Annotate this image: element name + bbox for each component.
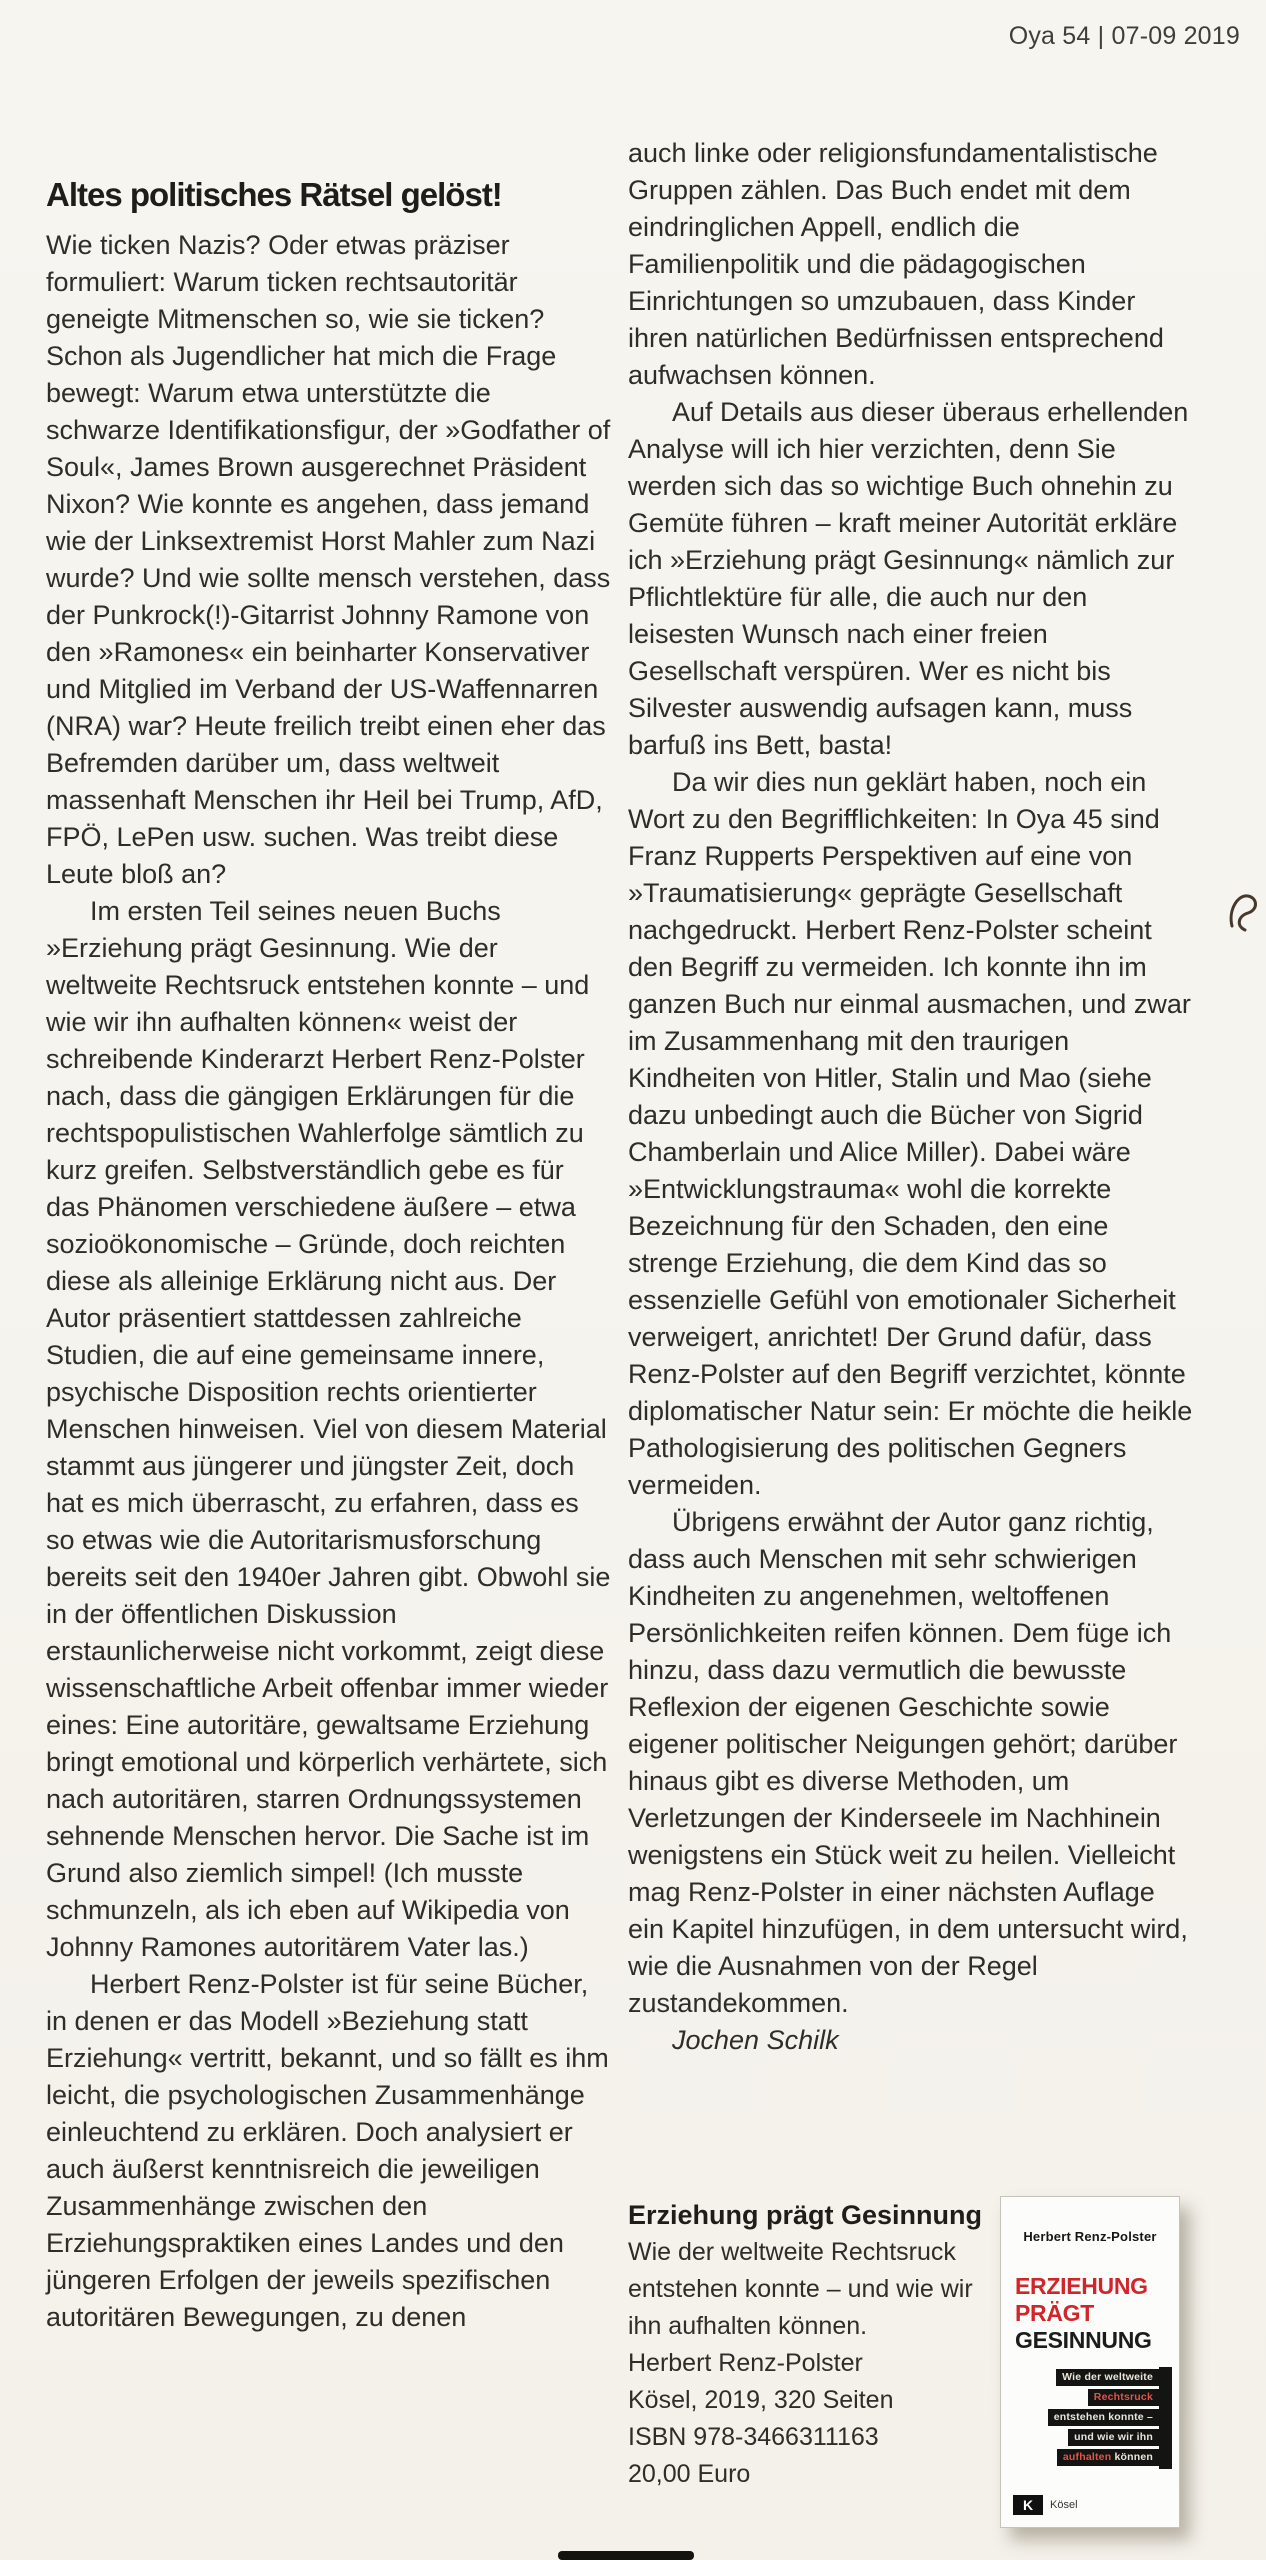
pen-scribble-mark xyxy=(1226,886,1264,934)
cover-strip-bar xyxy=(1159,2367,1172,2469)
article-title: Altes politisches Rätsel gelöst! xyxy=(46,176,502,213)
book-info-line: Herbert Renz-Polster xyxy=(628,2349,863,2377)
cover-strip-text: Wie der weltweite xyxy=(1062,2371,1153,2383)
book-info-line: Wie der weltweite Rechtsruck xyxy=(628,2238,956,2266)
article-paragraph: Wie ticken Nazis? Oder etwas präziser formuliert: Warum ticken rechtsautoritär geneigte Mitmenschen so, wie sie ticken? Schon als Jugendlicher hat mich die Frage bewegt: Warum etwa unterstützte die schwarze Identifikationsfigur, der »Godfather of Soul«, James Brown ausgerechnet Präsident Nixon? Wie konnte es angehen, dass jemand wie der Linksextremist Horst Mahler zum Nazi wurde? Und wie sollte mensch verstehen, dass der Punkrock(!)-Gitarrist Johnny Ramone von den »Ramones« ein beinharter Konservativer und Mitglied im Verband der US-Waffennarren (NRA) war? Heute freilich treibt einen eher das Befremden darüber um, dass weltweit massenhaft Menschen ihr Heil bei Trump, AfD, FPÖ, LePen usw. suchen. Was treibt diese Leute bloß an? xyxy=(46,230,611,889)
cover-strip xyxy=(1048,2409,1159,2426)
koesel-logo-icon: K xyxy=(1013,2495,1043,2515)
publisher-name: Kösel xyxy=(1050,2499,1078,2511)
cover-strip xyxy=(1068,2429,1159,2446)
article-paragraph: Im ersten Teil seines neuen Buchs »Erziehung prägt Gesinnung. Wie der weltweite Rechtsruck entstehen konnte – und wie wir ihn aufhalten können« weist der schreibende Kinderarzt Herbert Renz-Polster nach, dass die gängigen Erklärungen für die rechtspopulistischen Wahlerfolge sämtlich zu kurz greifen. Selbstverständlich gebe es für das Phänomen verschiedene äußere – etwa sozioökonomische – Gründe, doch reichten diese als alleinige Erklärung nicht aus. Der Autor präsentiert stattdessen zahlreiche Studien, die auf eine gemeinsame innere, psychische Disposition rechts orientierter Menschen hinweisen. Viel von diesem Material stammt aus jüngerer und jüngster Zeit, doch hat es mich überrascht, zu erfahren, dass es so etwas wie die Autoritarismusforschung bereits seit den 1940er Jahren gibt. Obwohl sie in der öffentlichen Diskussion erstaunlicherweise nicht vorkommt, zeigt diese wissenschaftliche Arbeit offenbar immer wieder eines: Eine autoritäre, gewaltsame Erziehung bringt emotional und körperlich verhärtete, sich nach autoritären, starren Ordnungssystemen sehnende Menschen hervor. Die Sache ist im Grund also ziemlich simpel! (Ich musste schmunzeln, als ich eben auf Wikipedia von Johnny Ramones autoritärem Vater las.) xyxy=(46,896,611,1962)
article-paragraph: Auf Details aus dieser überaus erhellenden Analyse will ich hier verzichten, denn Sie werden sich das so wichtige Buch ohnehin zu Gemüte führen – kraft meiner Autorität erkläre ich »Erziehung prägt Gesinnung« nämlich zur Pflichtlektüre für alle, die auch nur den leisesten Wunsch nach einer freien Gesellschaft verspüren. Wer es nicht bis Silvester auswendig aufsagen kann, muss barfuß ins Bett, basta! xyxy=(628,397,1189,760)
scan-edge-artifact xyxy=(558,2551,694,2560)
cover-title xyxy=(1015,2273,1171,2354)
cover-title-line: GESINNUNG xyxy=(1015,2327,1152,2353)
cover-strip-text: können xyxy=(1114,2451,1153,2463)
cover-title-line: PRÄGT xyxy=(1015,2300,1095,2326)
cover-author: Herbert Renz-Polster xyxy=(1023,2229,1157,2244)
book-info-line: ISBN 978-3466311163 xyxy=(628,2423,879,2451)
book-info-line: Kösel, 2019, 320 Seiten xyxy=(628,2386,894,2414)
book-info-line: ihn aufhalten können. xyxy=(628,2312,868,2340)
book-info-line: entstehen konnte – und wie wir xyxy=(628,2275,973,2303)
cover-strip-text: entstehen konnte – xyxy=(1053,2411,1153,2423)
cover-strip-text: Rechtsruck xyxy=(1093,2391,1153,2403)
book-details-block xyxy=(628,2196,1208,2528)
article-paragraph: auch linke oder religionsfundamentalistische Gruppen zählen. Das Buch endet mit dem eindringlichen Appell, endlich die Familienpolitik und die pädagogischen Einrichtungen so umzubauen, dass Kinder ihren natürlichen Bedürfnissen entsprechend aufwachsen können. xyxy=(628,138,1164,390)
cover-strip-text: aufhalten xyxy=(1062,2451,1115,2463)
article-left-column xyxy=(46,176,612,2336)
book-info-line: 20,00 Euro xyxy=(628,2460,751,2488)
cover-title-line: ERZIEHUNG xyxy=(1015,2273,1148,2299)
cover-strip xyxy=(1088,2389,1159,2406)
cover-strips xyxy=(1048,2369,1159,2466)
right-column-paragraphs xyxy=(628,135,1194,2022)
article-paragraph: Da wir dies nun geklärt haben, noch ein Wort zu den Begrifflichkeiten: In Oya 45 sind Franz Rupperts Perspektiven auf eine von »Traumatisierung« geprägte Gesellschaft nachgedruckt. Herbert Renz-Polster scheint den Begriff zu vermeiden. Ich konnte ihn im ganzen Buch nur einmal ausmachen, und zwar im Zusammenhang mit den traurigen Kindheiten von Hitler, Stalin und Mao (siehe dazu unbedingt auch die Bücher von Sigrid Chamberlain und Alice Miller). Dabei wäre »Entwicklungstrauma« wohl die korrekte Bezeichnung für den Schaden, den eine strenge Erziehung, die dem Kind das so essenzielle Gefühl von emotionaler Sicherheit verweigert, anrichtet! Der Grund dafür, dass Renz-Polster auf den Begriff verzichtet, könnte diplomatischer Natur sein: Er möchte die heikle Pathologisierung des politischen Gegners vermeiden. xyxy=(628,767,1193,1500)
article-paragraph: Übrigens erwähnt der Autor ganz richtig, dass auch Menschen mit sehr schwierigen Kindheiten zu angenehmen, weltoffenen Persönlichkeiten reifen können. Dem füge ich hinzu, dass dazu vermutlich die bewusste Reflexion der eigenen Geschichte sowie eigener politischer Neigungen gehört; darüber hinaus gibt es diverse Methoden, um Verletzungen der Kinderseele im Nachhinein wenigstens ein Stück weit zu heilen. Vielleicht mag Renz-Polster in einer nächsten Auflage ein Kapitel hinzufügen, in dem untersucht wird, wie die Ausnahmen von der Regel zustandekommen. xyxy=(628,1507,1188,2018)
article-right-column xyxy=(628,135,1194,2059)
left-column-paragraphs xyxy=(46,227,612,2336)
page-header: Oya 54 | 07-09 2019 xyxy=(1008,22,1240,50)
cover-strip xyxy=(1057,2449,1159,2466)
cover-strip xyxy=(1056,2369,1159,2386)
publisher-logo xyxy=(1013,2495,1078,2515)
article-paragraph: Herbert Renz-Polster ist für seine Bücher, in denen er das Modell »Beziehung statt Erziehung« vertritt, bekannt, und so fällt es ihm leicht, die psychologischen Zusammenhänge einleuchtend zu erklären. Doch analysiert er auch äußerst kenntnisreich die jeweiligen Zusammenhänge zwischen den Erziehungspraktiken eines Landes und den jüngeren Erfolgen der jeweils spezifischen autoritären Bewegungen, zu denen xyxy=(46,1969,609,2332)
book-cover xyxy=(1000,2196,1180,2528)
cover-strip-text: und wie wir ihn xyxy=(1074,2431,1153,2443)
book-info xyxy=(628,2196,986,2493)
book-info-title: Erziehung prägt Gesinnung xyxy=(628,2200,983,2230)
book-info-lines xyxy=(628,2234,986,2493)
article-byline: Jochen Schilk xyxy=(672,2025,839,2055)
